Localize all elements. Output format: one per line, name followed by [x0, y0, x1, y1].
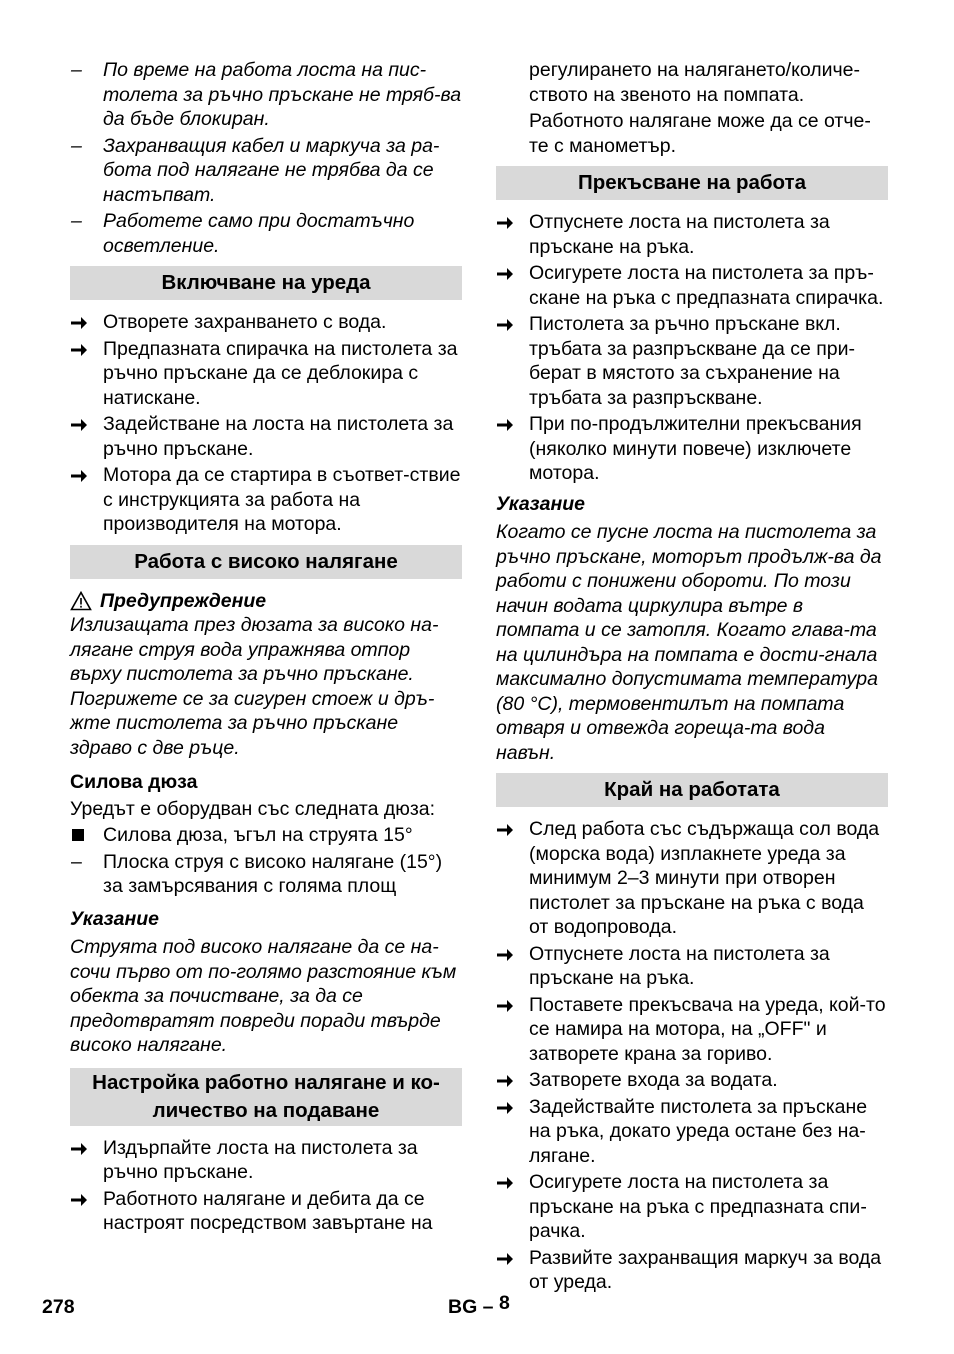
list-item: След работа със съдържаща сол вода (морска вода) изплакнете уреда за минимум 2–3 минути при отворен пистолет за пръскане на ръка с вода от водопровода.	[496, 817, 888, 940]
arrow-right-icon	[496, 1095, 526, 1116]
list-item: Затворете входа за водата.	[496, 1068, 888, 1093]
list-item: Задействане на лоста на пистолета за ръчно пръскане.	[70, 412, 462, 461]
square-bullet-icon	[70, 823, 100, 848]
dash-marker: –	[71, 850, 82, 873]
list-item: – Плоска струя с високо налягане (15°) за замърсявания с голяма площ	[71, 850, 443, 897]
list-item: Мотора да се стартира в съответ-ствие с инструкцията за работа на производителя на мотора.	[70, 463, 462, 537]
arrow-right-icon	[496, 993, 526, 1014]
arrow-right-icon	[496, 261, 526, 282]
warning-heading: Предупреждение	[70, 589, 462, 614]
list-item: – Работете само при достатъчно осветление.	[71, 210, 415, 257]
list-item: – По време на работа лоста на пис-толета за ръчно пръскане не тряб-ва да бъде блокиран.	[71, 59, 462, 130]
arrow-right-icon	[496, 1246, 526, 1267]
note-heading: Указание	[496, 492, 586, 515]
list-item: Издърпайте лоста на пистолета за ръчно пръскане.	[70, 1136, 462, 1185]
arrow-right-icon	[70, 1136, 100, 1157]
list-item: Отворете захранването с вода.	[70, 310, 462, 335]
arrow-right-icon	[70, 1187, 100, 1208]
section-heading-end: Край на работата	[496, 773, 888, 807]
left-column	[70, 58, 462, 1238]
right-column	[496, 58, 888, 1297]
list-item: При по-продължителни прекъсвания (няколко минути повече) изключете мотора.	[496, 412, 888, 486]
list-item: Осигурете лоста на пистолета за пръскане на ръка с предпазната спи-рачка.	[496, 1170, 888, 1244]
arrow-right-icon	[496, 1170, 526, 1191]
arrow-right-icon	[70, 463, 100, 484]
list-item: Развийте захранващия маркуч за вода от уреда.	[496, 1246, 888, 1295]
dash-marker: –	[71, 59, 82, 81]
continued-text: регулирането на налягането/количе-ството на звеното на помпата.	[529, 59, 861, 106]
dash-marker: –	[71, 134, 82, 157]
warning-triangle-icon	[70, 591, 92, 611]
note-text: Струята под високо налягане да се на-сочи първо от по-голямо разстояние към обекта за почистване, за да се предотвратят повреди поради твърде високо налягане.	[70, 936, 457, 1056]
section-page-label: BG – 8	[448, 1292, 510, 1318]
list-item: Пистолета за ръчно пръскане вкл. тръбата за разпръскване да се при-берат в мястото за съхранение на тръбата за разпръскване.	[496, 312, 888, 410]
list-item: Силова дюза, ъгъл на струята 15°	[70, 823, 462, 848]
page-number: 278	[42, 1296, 75, 1318]
arrow-right-icon	[496, 942, 526, 963]
section-heading-high-pressure: Работа с високо налягане	[70, 545, 462, 579]
nozzle-text: Уредът е оборудван със следната дюза:	[70, 797, 436, 820]
section-heading-start: Включване на уреда	[70, 266, 462, 300]
continued-text-2: Работното налягане може да се отче-те с манометър.	[529, 110, 871, 157]
arrow-right-icon	[70, 310, 100, 331]
nozzle-heading: Силова дюза	[70, 771, 198, 793]
arrow-right-icon	[496, 412, 526, 433]
note-text: Когато се пусне лоста на пистолета за ръчно пръскане, моторът продълж-ва да работи с понижени обороти. По този начин водата циркулира вътре в помпата и се затопля. Когато глава-та на цилиндъра на помпата е дости-гнала максимално допустимата температура (80 °C), термовентилът на помпата отваря и отвежда гореща-та вода навън.	[496, 521, 882, 764]
list-item: Отпуснете лоста на пистолета за пръскане на ръка.	[496, 942, 888, 991]
list-item: Отпуснете лоста на пистолета за пръскане на ръка.	[496, 210, 888, 259]
list-item: Поставете прекъсвача на уреда, кой-то се намира на мотора, на „OFF" и затворете крана за гориво.	[496, 993, 888, 1067]
list-item: Осигурете лоста на пистолета за пръ-скане на ръка с предпазната спирачка.	[496, 261, 888, 310]
arrow-right-icon	[70, 412, 100, 433]
arrow-right-icon	[496, 817, 526, 838]
arrow-right-icon	[496, 210, 526, 231]
list-item: Работното налягане и дебита да се настроят посредством завъртане на	[70, 1187, 462, 1236]
note-heading: Указание	[70, 907, 160, 930]
arrow-right-icon	[70, 337, 100, 358]
arrow-right-icon	[496, 312, 526, 333]
warning-text: Излизащата през дюзата за високо на-лягане струя вода упражнява отпор върху пистолета за ръчно пръскане. Погрижете се за сигурен стоеж и дръ-жте пистолета за ръчно пръскане здраво с две ръце.	[70, 614, 439, 759]
section-heading-interrupt: Прекъсване на работа	[496, 166, 888, 200]
list-item: – Захранващия кабел и маркуча за ра-бота под налягане не трябва да се настъпват.	[71, 134, 440, 206]
section-heading-pressure-setting: Настройка работно налягане и ко- личество на подаване	[70, 1068, 462, 1126]
arrow-right-icon	[496, 1068, 526, 1089]
list-item: Предпазната спирачка на пистолета за ръчно пръскане да се деблокира с натискане.	[70, 337, 462, 411]
list-item: Задействайте пистолета за пръскане на ръка, докато уреда остане без на-лягане.	[496, 1095, 888, 1169]
dash-marker: –	[71, 210, 82, 232]
